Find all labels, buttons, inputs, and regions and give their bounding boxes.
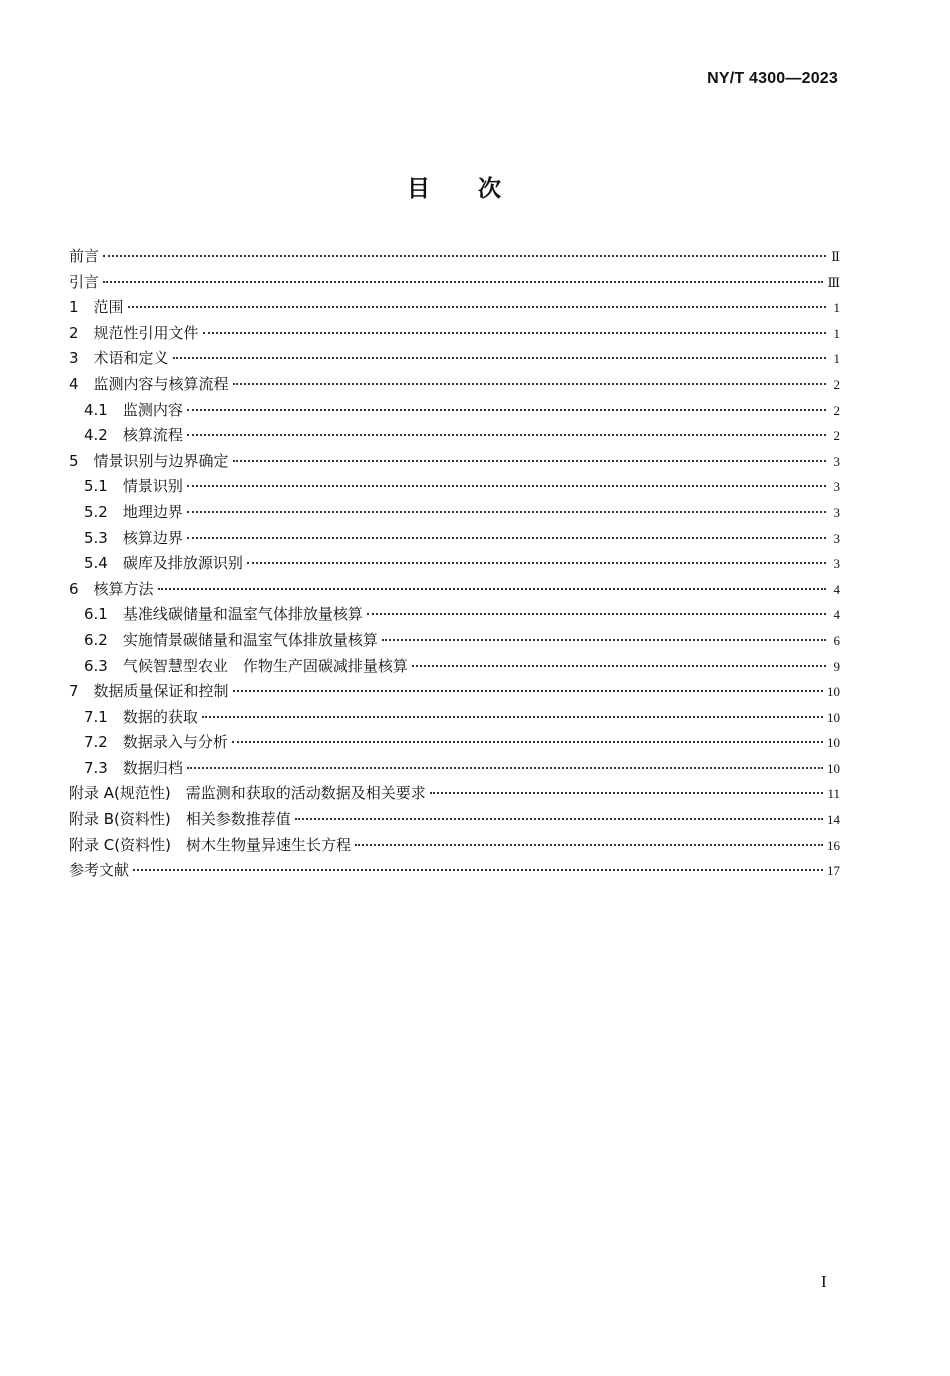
- toc-entry-label: 前言: [69, 247, 100, 265]
- toc-leader-dots: [355, 844, 823, 846]
- toc-entry-page: 11: [827, 786, 840, 802]
- toc-leader-dots: [103, 281, 823, 283]
- toc-entry[interactable]: [69, 603, 840, 629]
- toc-entry-page: 10: [827, 709, 840, 725]
- toc-entry-label: 附录 C(资料性) 树木生物量异速生长方程: [69, 835, 351, 854]
- toc-entry-label: 1 范围: [69, 298, 124, 317]
- toc-entry[interactable]: [69, 373, 840, 399]
- toc-entry-page: 9: [833, 658, 840, 674]
- toc-entry-label: 5.4 碳库及排放源识别: [84, 554, 243, 573]
- toc-entry-label: 5.1 情景识别: [84, 477, 183, 496]
- toc-leader-dots: [382, 639, 826, 641]
- toc-entry[interactable]: [69, 629, 840, 655]
- toc-entry[interactable]: [69, 782, 840, 808]
- toc-entry[interactable]: [69, 399, 840, 425]
- toc-leader-dots: [233, 460, 826, 462]
- toc-entry-page: 3: [833, 504, 840, 520]
- toc-entry-label: 引言: [69, 272, 100, 291]
- toc-entry-label: 6 核算方法: [69, 579, 154, 598]
- toc-leader-dots: [158, 588, 826, 590]
- toc-leader-dots: [187, 537, 826, 539]
- table-of-contents: [69, 245, 840, 885]
- toc-entry-label: 4.1 监测内容: [84, 400, 183, 419]
- toc-leader-dots: [202, 716, 823, 718]
- toc-entry[interactable]: [69, 552, 840, 578]
- toc-entry-label: 6.2 实施情景碳储量和温室气体排放量核算: [84, 630, 378, 649]
- toc-entry-page: 10: [827, 684, 840, 700]
- toc-entry[interactable]: [69, 578, 840, 604]
- toc-leader-dots: [412, 665, 826, 667]
- toc-entry-page: 3: [833, 479, 840, 495]
- toc-leader-dots: [295, 818, 823, 820]
- toc-entry-page: Ⅲ: [827, 274, 840, 290]
- toc-entry[interactable]: [69, 245, 840, 271]
- page-number: I: [821, 1272, 827, 1291]
- toc-entry-page: 3: [833, 530, 840, 546]
- toc-leader-dots: [187, 767, 823, 769]
- toc-entry-label: 附录 A(规范性) 需监测和获取的活动数据及相关要求: [69, 784, 426, 803]
- toc-entry-label: 7 数据质量保证和控制: [69, 682, 229, 701]
- toc-entry[interactable]: [69, 424, 840, 450]
- toc-entry[interactable]: [69, 706, 840, 732]
- toc-entry-page: 3: [833, 453, 840, 469]
- toc-entry[interactable]: [69, 347, 840, 373]
- toc-entry-page: 2: [833, 376, 840, 392]
- toc-entry-label: 5 情景识别与边界确定: [69, 451, 229, 470]
- toc-entry[interactable]: [69, 859, 840, 885]
- toc-entry-label: 4 监测内容与核算流程: [69, 374, 229, 393]
- toc-entry-page: 3: [833, 556, 840, 572]
- standard-number: NY/T 4300—2023: [707, 70, 838, 87]
- toc-entry[interactable]: [69, 475, 840, 501]
- toc-entry-page: 1: [833, 300, 840, 316]
- toc-leader-dots: [233, 690, 823, 692]
- toc-entry-label: 3 术语和定义: [69, 349, 169, 368]
- toc-leader-dots: [430, 792, 824, 794]
- toc-leader-dots: [233, 383, 826, 385]
- toc-entry-label: 4.2 核算流程: [84, 426, 183, 445]
- toc-entry[interactable]: [69, 808, 840, 834]
- toc-entry-page: Ⅱ: [831, 249, 840, 264]
- toc-entry[interactable]: [69, 834, 840, 860]
- toc-entry-label: 6.3 气候智慧型农业 作物生产固碳减排量核算: [84, 656, 408, 675]
- toc-entry[interactable]: [69, 655, 840, 681]
- toc-leader-dots: [103, 255, 826, 257]
- toc-entry-label: 7.3 数据归档: [84, 758, 183, 777]
- toc-leader-dots: [173, 357, 826, 359]
- toc-entry-label: 7.1 数据的获取: [84, 707, 198, 726]
- toc-entry-label: 6.1 基准线碳储量和温室气体排放量核算: [84, 605, 363, 624]
- toc-entry[interactable]: [69, 322, 840, 348]
- toc-entry-page: 1: [833, 351, 840, 367]
- toc-entry[interactable]: [69, 757, 840, 783]
- toc-entry-page: 2: [833, 402, 840, 418]
- toc-entry[interactable]: [69, 501, 840, 527]
- toc-entry[interactable]: [69, 271, 840, 297]
- toc-entry-page: 6: [833, 632, 840, 648]
- toc-leader-dots: [203, 332, 826, 334]
- toc-entry-label: 5.2 地理边界: [84, 502, 183, 521]
- toc-entry[interactable]: [69, 680, 840, 706]
- toc-leader-dots: [367, 613, 826, 615]
- toc-leader-dots: [128, 306, 826, 308]
- toc-entry-page: 14: [827, 812, 840, 828]
- toc-leader-dots: [187, 511, 826, 513]
- toc-entry[interactable]: [69, 296, 840, 322]
- toc-entry-label: 附录 B(资料性) 相关参数推荐值: [69, 810, 291, 829]
- toc-leader-dots: [187, 485, 826, 487]
- toc-entry-label: 参考文献: [69, 861, 130, 880]
- toc-entry-label: 5.3 核算边界: [84, 528, 183, 547]
- toc-leader-dots: [187, 409, 826, 411]
- toc-leader-dots: [187, 434, 826, 436]
- toc-entry-page: 1: [833, 325, 840, 341]
- toc-entry-label: 2 规范性引用文件: [69, 323, 199, 342]
- toc-entry-page: 10: [827, 735, 840, 751]
- toc-leader-dots: [232, 741, 823, 743]
- toc-entry[interactable]: [69, 450, 840, 476]
- toc-entry-page: 4: [833, 607, 840, 623]
- toc-leader-dots: [133, 869, 823, 871]
- toc-entry-page: 17: [827, 863, 840, 879]
- toc-entry-page: 16: [827, 837, 840, 853]
- toc-title: 目次: [407, 176, 549, 202]
- toc-entry-page: 4: [833, 581, 840, 597]
- toc-leader-dots: [247, 562, 826, 564]
- toc-entry-label: 7.2 数据录入与分析: [84, 733, 228, 752]
- toc-entry-page: 2: [833, 428, 840, 444]
- toc-entry-page: 10: [827, 760, 840, 776]
- toc-entry[interactable]: [69, 731, 840, 757]
- toc-entry[interactable]: [69, 527, 840, 553]
